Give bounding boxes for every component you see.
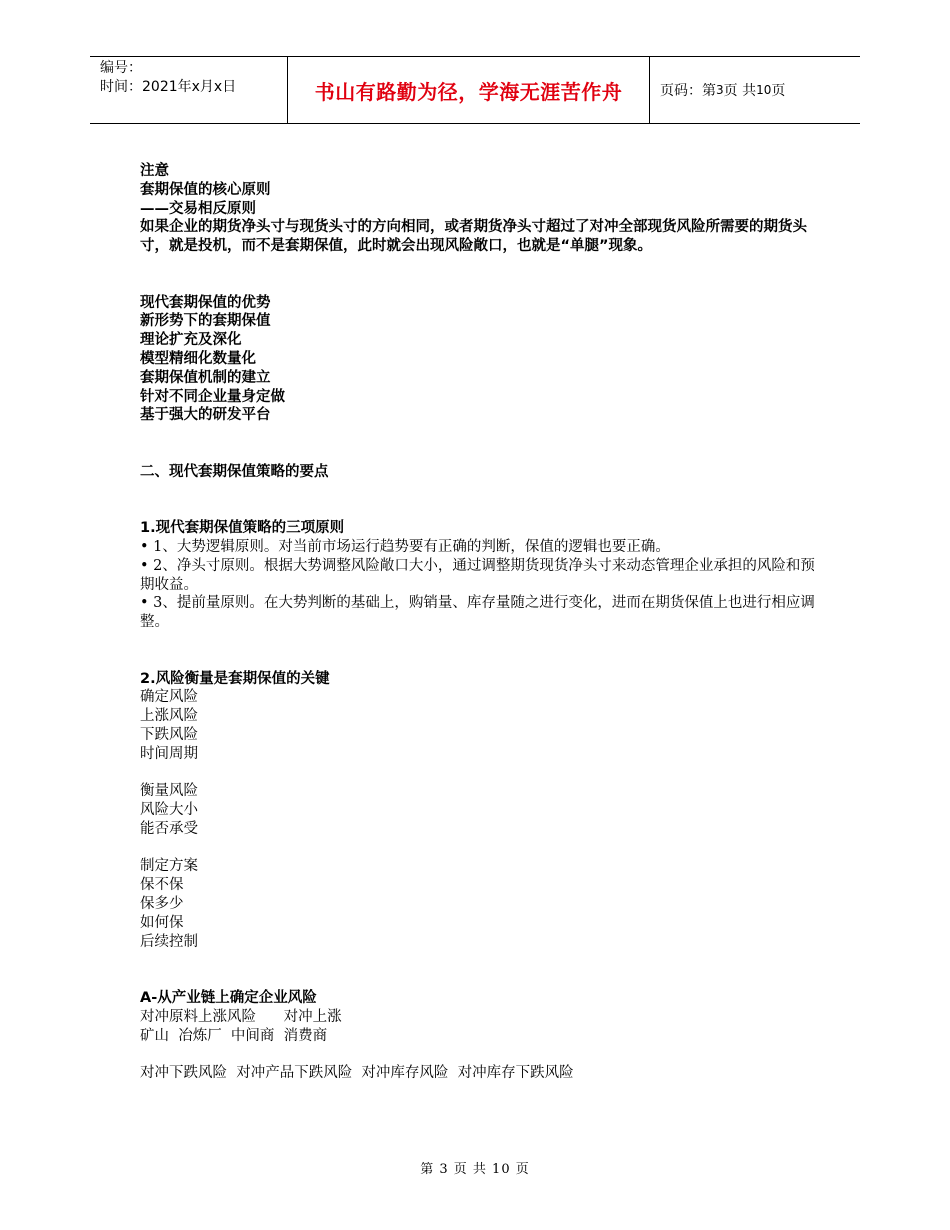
principle-bullet: • 3、提前量原则。在大势判断的基础上，购销量、库存量随之进行变化，进而在期货保值上也进行相应调整。 [140,595,815,631]
core-principle-heading: 套期保值的核心原则 [140,181,271,198]
risk-list-item: 如何保 [140,914,184,931]
page-suffix: 页 [771,83,786,99]
risk-list-item: 确定风险 [140,689,198,706]
document-time: 时间：2021年x月x日 [100,79,237,95]
page-header [90,56,860,124]
risk-list-item: 风险大小 [140,802,198,819]
advantages-item: 理论扩充及深化 [140,332,242,349]
risk-list-item: 保不保 [140,877,184,894]
three-principles-title: 1.现代套期保值策略的三项原则 [140,520,345,537]
risk-list-item: 时间周期 [140,745,198,762]
document-number-label: 编号： [100,60,142,76]
hedge-line: 对冲原料上涨风险 对冲上涨 [140,1008,342,1025]
advantages-item: 套期保值机制的建立 [140,369,271,386]
page-footer [0,1158,950,1177]
reverse-trade-principle: ——交易相反原则 [140,200,256,217]
page-number: 3 [716,83,724,97]
hedge-downside-line: 对冲下跌风险 对冲产品下跌风险 对冲库存风险 对冲库存下跌风险 [140,1065,574,1082]
speculation-paragraph: 如果企业的期货净头寸与现货头寸的方向相同，或者期货净头寸超过了对冲全部现货风险所需要的期货头寸，就是投机，而不是套期保值，此时就会出现风险敞口，也就是“单腿”现象。 [140,219,807,255]
risk-list-item: 上涨风险 [140,708,198,725]
advantages-item: 针对不同企业量身定做 [140,388,285,405]
risk-measure-title: 2.风险衡量是套期保值的关键 [140,670,330,687]
page-prefix: 页码：第 [660,83,716,99]
risk-list-item: 制定方案 [140,858,198,875]
header-meta [90,57,287,123]
risk-list-item: 保多少 [140,896,184,913]
document-body [140,162,820,1083]
advantages-item: 现代套期保值的优势 [140,294,271,311]
principle-bullet: • 2、净头寸原则。根据大势调整风险敞口大小，通过调整期货现货净头寸来动态管理企业承担的风险和预期收益。 [140,557,815,593]
principle-bullet: • 1、大势逻辑原则。对当前市场运行趋势要有正确的判断，保值的逻辑也要正确。 [140,538,670,555]
header-page-indicator [650,57,860,123]
advantages-item: 新形势下的套期保值 [140,313,271,330]
footer-page-text: 第 3 页 共 10 页 [420,1162,530,1177]
page-total: 10 [756,83,772,97]
note-heading: 注意 [140,163,169,179]
header-motto: 书山有路勤为径，学海无涯苦作舟 [287,57,650,123]
strategy-section-title: 二、现代套期保值策略的要点 [140,463,329,480]
industry-chain-title: A-从产业链上确定企业风险 [140,990,317,1007]
risk-list-item: 衡量风险 [140,783,198,800]
advantages-item: 基于强大的研发平台 [140,407,271,424]
chain-participants-line: 矿山 冶炼厂 中间商 消费商 [140,1027,328,1044]
risk-list-item: 能否承受 [140,820,198,837]
advantages-item: 模型精细化数量化 [140,350,256,367]
risk-list-item: 下跌风险 [140,726,198,743]
risk-list-item: 后续控制 [140,933,198,950]
page-mid: 页 共 [723,83,757,99]
